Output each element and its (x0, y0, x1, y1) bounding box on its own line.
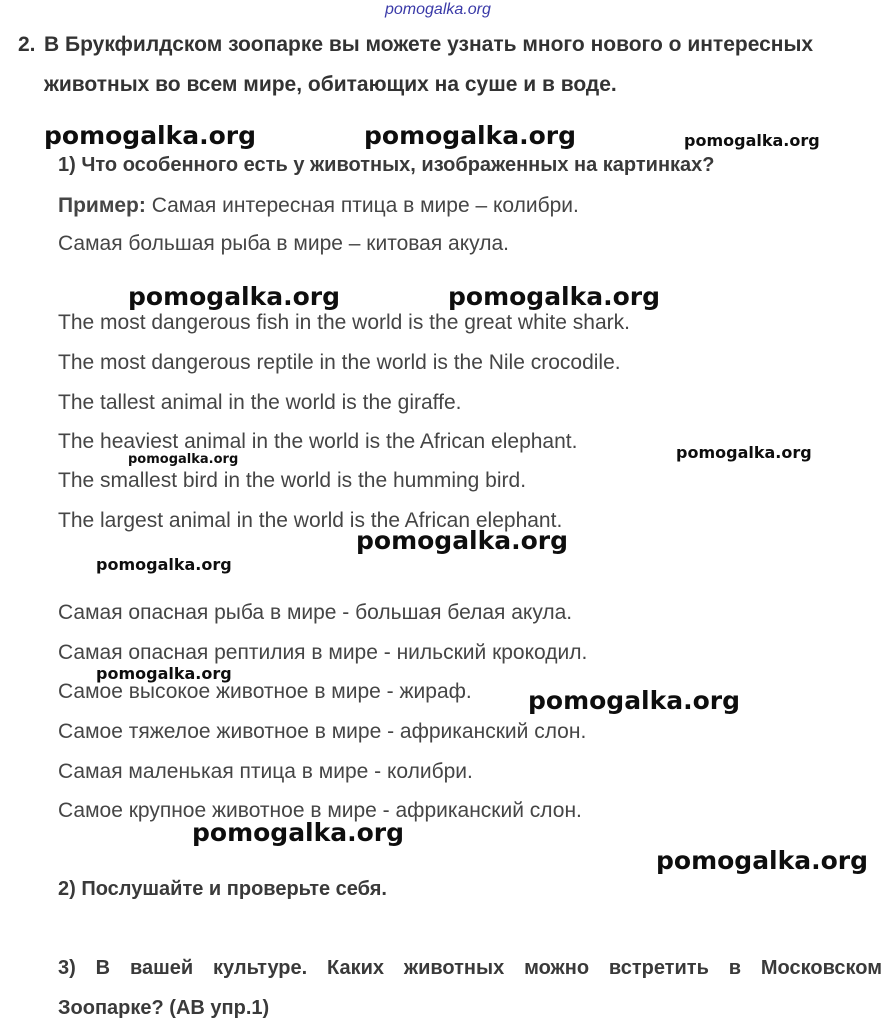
task-number: 2. (18, 33, 36, 56)
english-answer: The largest animal in the world is the African elephant. (58, 509, 563, 532)
question-3-line-2: Зоопарке? (AB упр.1) (58, 997, 270, 1019)
question-3-line-1: 3) В вашей культуре. Каких животных можно встретить в Московском (58, 957, 882, 979)
english-answer: The heaviest animal in the world is the African elephant. (58, 430, 578, 453)
question-1-title: 1) Что особенного есть у животных, изображенных на картинках? (58, 154, 715, 176)
russian-answer: Самая опасная рыба в мире - большая белая акула. (58, 601, 573, 624)
watermark: pomogalka.org (128, 282, 341, 311)
watermark: pomogalka.org (128, 452, 239, 467)
english-answer: The tallest animal in the world is the giraffe. (58, 391, 462, 414)
example-text: Самая интересная птица в мире – колибри. (145, 194, 579, 217)
watermark: pomogalka.org (364, 121, 577, 150)
question-2-title: 2) Послушайте и проверьте себя. (58, 878, 387, 900)
watermark: pomogalka.org (448, 282, 661, 311)
task-intro-line-2: животных во всем мире, обитающих на суше и в воде. (44, 73, 617, 96)
task-intro-line-1: В Брукфилдском зоопарке вы можете узнать много нового о интересных (44, 33, 814, 56)
watermark: pomogalka.org (96, 555, 232, 574)
example-label: Пример: (58, 194, 146, 217)
watermark: pomogalka.org (192, 818, 405, 847)
watermark: pomogalka.org (684, 131, 820, 150)
site-label: pomogalka.org (385, 1, 491, 18)
english-answer: The most dangerous reptile in the world is the Nile crocodile. (58, 351, 621, 374)
example-line-2: Самая большая рыба в мире – китовая акула. (58, 232, 509, 255)
watermark: pomogalka.org (44, 121, 257, 150)
watermark: pomogalka.org (656, 846, 869, 875)
russian-answer: Самое крупное животное в мире - африканский слон. (58, 799, 582, 822)
russian-answer: Самая маленькая птица в мире - колибри. (58, 760, 473, 783)
example-line (58, 194, 579, 218)
watermark: pomogalka.org (356, 526, 569, 555)
russian-answer: Самое тяжелое животное в мире - африканский слон. (58, 720, 587, 743)
watermark: pomogalka.org (676, 443, 812, 462)
watermark: pomogalka.org (528, 686, 741, 715)
english-answer: The smallest bird in the world is the humming bird. (58, 469, 527, 492)
english-answer: The most dangerous fish in the world is the great white shark. (58, 311, 630, 334)
russian-answer: Самая опасная рептилия в мире - нильский крокодил. (58, 641, 588, 664)
russian-answer: Самое высокое животное в мире - жираф. (58, 680, 472, 703)
watermark: pomogalka.org (96, 664, 232, 683)
